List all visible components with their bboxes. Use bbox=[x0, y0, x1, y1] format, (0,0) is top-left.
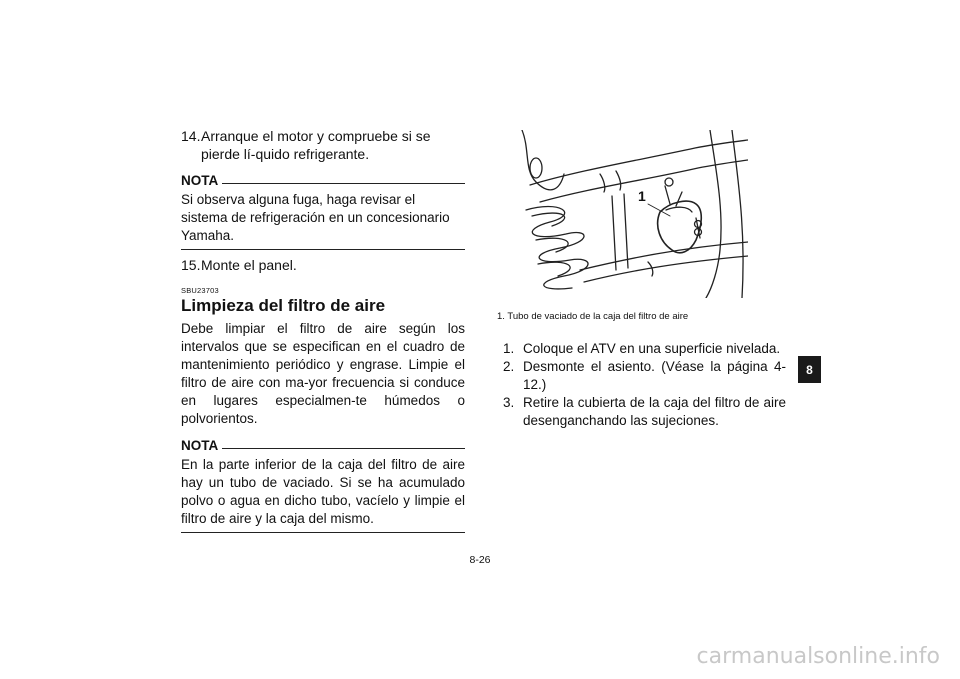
step-14-number: 14. bbox=[181, 128, 201, 144]
step-2-text: Desmonte el asiento. (Véase la página 4-12.) bbox=[523, 359, 786, 392]
right-steps bbox=[503, 340, 786, 430]
step-3 bbox=[503, 394, 786, 430]
air-filter-drain-tube-illustration bbox=[520, 130, 748, 298]
nota-rule-1 bbox=[181, 183, 465, 184]
step-1-number: 1. bbox=[503, 341, 515, 356]
nota-label-2: NOTA bbox=[181, 438, 222, 453]
watermark: carmanualsonline.info bbox=[696, 644, 940, 669]
page-number: 8-26 bbox=[469, 554, 491, 566]
step-15-text: Monte el panel. bbox=[201, 257, 297, 273]
step-2 bbox=[503, 358, 786, 394]
nota-text-2: En la parte inferior de la caja del filtro de aire hay un tubo de vaciado. Si se ha acumulado polvo o agua en dicho tubo, vacíelo y limpie el filtro de aire y la caja del mismo. bbox=[181, 457, 465, 526]
left-column bbox=[181, 127, 465, 533]
nota-label-1: NOTA bbox=[181, 173, 222, 188]
nota-text-1: Si observa alguna fuga, haga revisar el sistema de refrigeración en un concesionario Yamaha. bbox=[181, 192, 450, 243]
nota-box-2 bbox=[181, 438, 465, 533]
nota-heading-1 bbox=[181, 173, 465, 189]
section-title: Limpieza del filtro de aire bbox=[181, 296, 386, 315]
step-15-number: 15. bbox=[181, 257, 201, 273]
step-3-text: Retire la cubierta de la caja del filtro de aire desenganchando las sujeciones. bbox=[523, 395, 786, 428]
figure-callout-1: 1 bbox=[638, 188, 646, 204]
step-15 bbox=[181, 256, 465, 274]
step-2-number: 2. bbox=[503, 359, 515, 374]
section-code: SBU23703 bbox=[181, 286, 219, 295]
chapter-tab: 8 bbox=[798, 356, 821, 383]
section-paragraph: Debe limpiar el filtro de aire según los intervalos que se especifican en el cuadro de mantenimiento periódico y engrase. Limpie el filtro de aire con ma-yor frecuencia si conduce en lugares especialmen-te húmedos o polvorientos. bbox=[181, 321, 465, 426]
figure-caption: 1. Tubo de vaciado de la caja del filtro de aire bbox=[497, 311, 689, 322]
step-14 bbox=[181, 127, 465, 163]
nota-rule-2 bbox=[181, 448, 465, 449]
step-14-text: Arranque el motor y compruebe si se pierde lí-quido refrigerante. bbox=[201, 128, 431, 162]
nota-bottom-rule-2 bbox=[181, 532, 465, 533]
nota-heading-2 bbox=[181, 438, 465, 454]
figure bbox=[520, 130, 748, 298]
nota-bottom-rule-1 bbox=[181, 249, 465, 250]
step-1 bbox=[503, 340, 786, 358]
nota-box-1 bbox=[181, 173, 465, 250]
step-1-text: Coloque el ATV en una superficie nivelada. bbox=[523, 341, 781, 356]
step-3-number: 3. bbox=[503, 395, 515, 410]
